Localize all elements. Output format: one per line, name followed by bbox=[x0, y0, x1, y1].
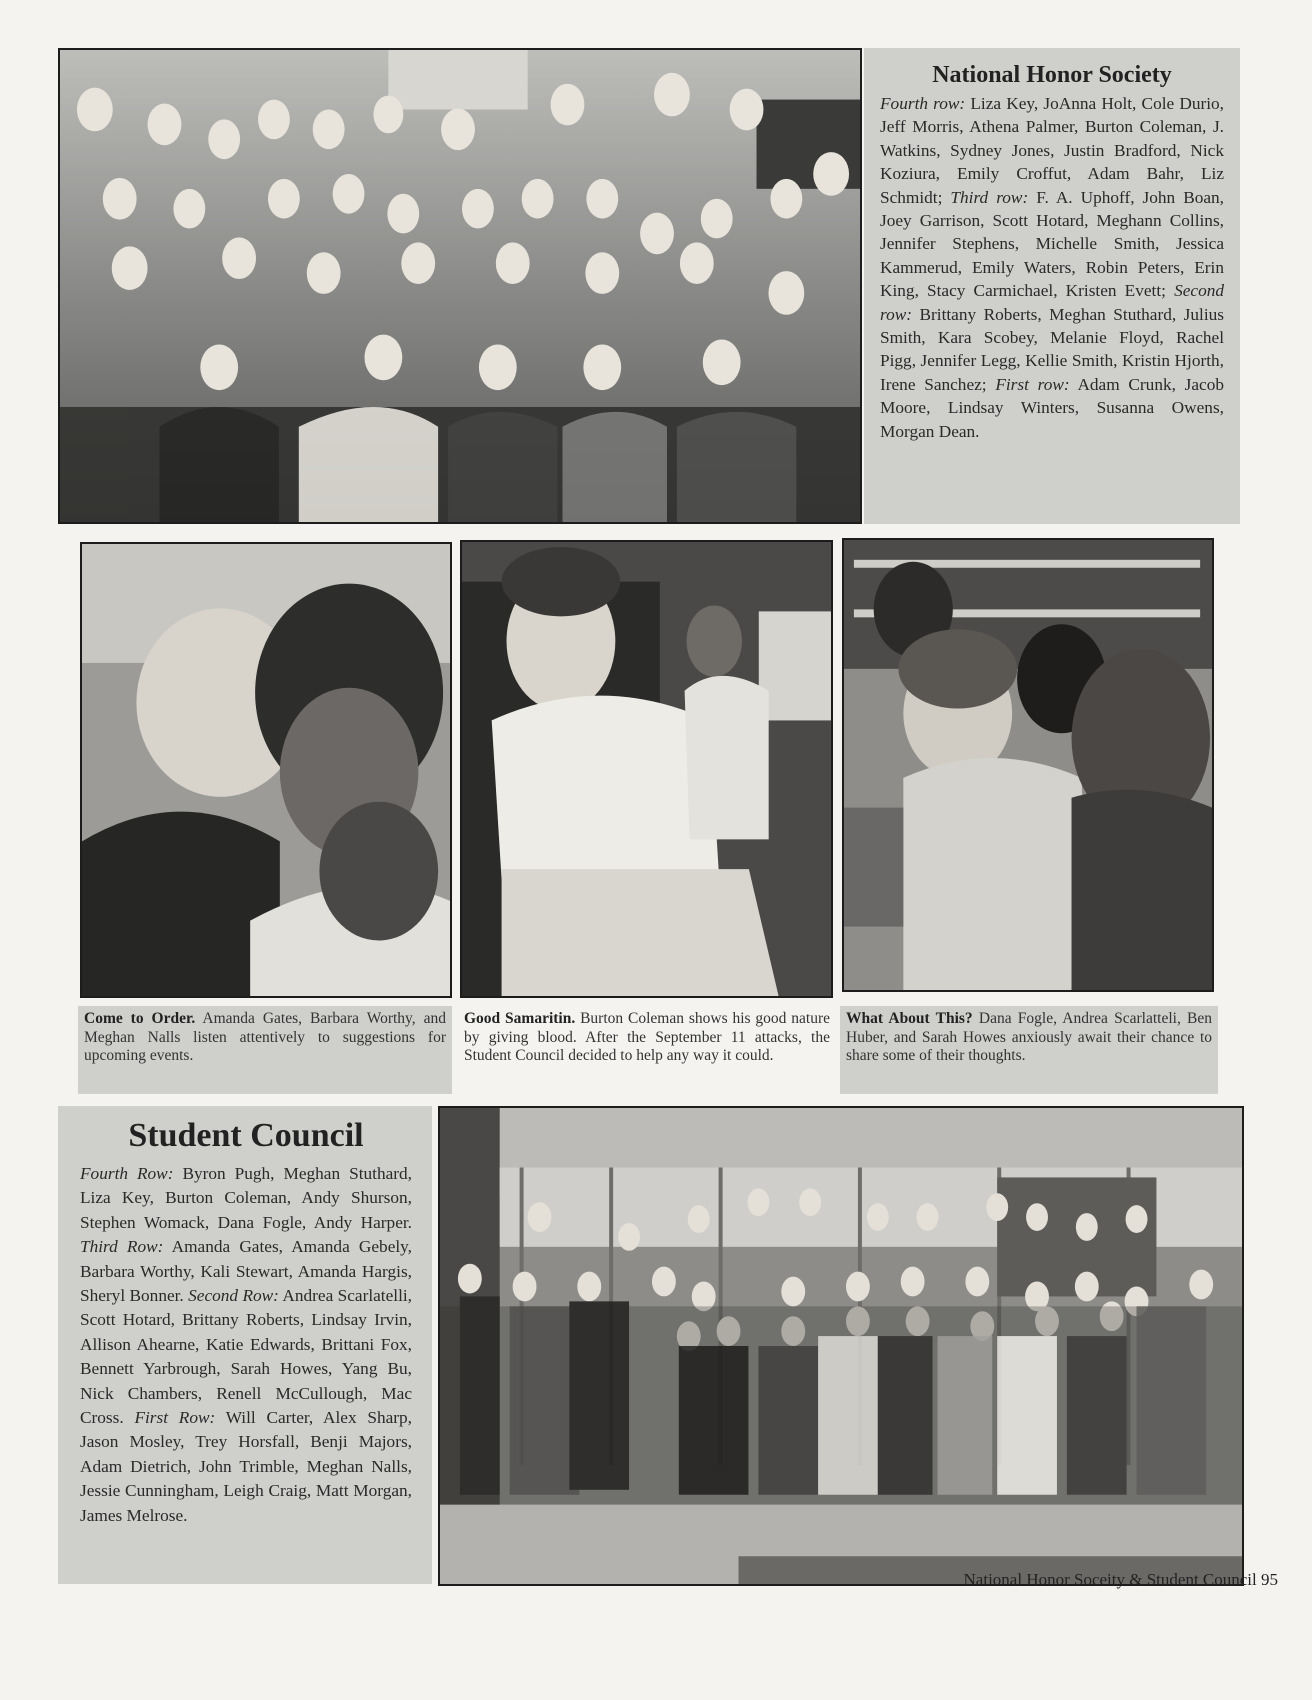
nhs-row-label: Second row: bbox=[880, 281, 1224, 324]
caption-title: What About This? bbox=[846, 1010, 973, 1027]
council-row-names: Will Carter, Alex Sharp, Jason Mosley, Trey Horsfall, Benji Majors, Adam Dietrich, John Trimble, Meghan Nalls, Jessie Cunningham, Leigh Craig, Matt Morgan, James Melrose. bbox=[80, 1408, 412, 1525]
council-roster-text bbox=[80, 1162, 412, 1528]
caption-title: Come to Order. bbox=[84, 1010, 196, 1027]
nhs-section-title: National Honor Society bbox=[932, 62, 1172, 88]
candid-photo-come-to-order bbox=[80, 542, 452, 998]
council-group-photo bbox=[438, 1106, 1244, 1586]
council-row-label: Third Row: bbox=[80, 1237, 164, 1257]
council-roster-panel bbox=[58, 1106, 432, 1584]
caption-good-samaritin bbox=[458, 1006, 836, 1094]
caption-text: Amanda Gates, Barbara Worthy, and Meghan Nalls listen attentively to suggestions for upcoming events. bbox=[84, 1010, 446, 1064]
council-row-label: Fourth Row: bbox=[80, 1164, 174, 1183]
council-row-names: Amanda Gates, Amanda Gebely, Barbara Worthy, Kali Stewart, Amanda Hargis, Sheryl Bonner. bbox=[80, 1237, 413, 1306]
nhs-row-names: Brittany Roberts, Meghan Stuthard, Julius Smith, Kara Scobey, Melanie Floyd, Rachel Pigg, Jennifer Legg, Kellie Smith, Kristin Hjorth, Irene Sanchez; bbox=[880, 304, 1224, 394]
nhs-row-names: F. A. Uphoff, John Boan, Joey Garrison, Scott Hotard, Meghann Collins, Jennifer Stephens, Michelle Smith, Jessica Kammerud, Emily Waters, Robin Peters, Erin King, Stacy Carmichael, Kristen Evett; bbox=[880, 187, 1225, 301]
caption-text: Burton Coleman shows his good nature by giving blood. After the September 11 attacks, the Student Council decided to help any way it could. bbox=[464, 1010, 831, 1064]
council-row-label: Second Row: bbox=[188, 1286, 279, 1306]
nhs-row-names: Liza Key, JoAnna Holt, Cole Durio, Jeff Morris, Athena Palmer, Burton Coleman, J. Watkins, Sydney Jones, Justin Bradford, Nick Koziura, Emily Croffut, Adam Bahr, Liz Schmidt; bbox=[880, 94, 1224, 207]
council-row-label: First Row: bbox=[134, 1408, 216, 1428]
nhs-row-names: Adam Crunk, Jacob Moore, Lindsay Winters, Susanna Owens, Morgan Dean. bbox=[880, 374, 1224, 441]
caption-title: Good Samaritin. bbox=[464, 1010, 576, 1027]
council-row-names: Byron Pugh, Meghan Stuthard, Liza Key, Burton Coleman, Andy Shurson, Stephen Womack, Dana Fogle, Andy Harper. bbox=[80, 1164, 412, 1232]
council-section-title: Student Council bbox=[128, 1117, 364, 1154]
caption-what-about-this bbox=[840, 1006, 1218, 1094]
caption-text: Dana Fogle, Andrea Scarlatteli, Ben Huber, and Sarah Howes anxiously await their chance to share some of their thoughts. bbox=[846, 1010, 1212, 1064]
nhs-group-photo bbox=[58, 48, 862, 524]
council-row-names: Andrea Scarlatelli, Scott Hotard, Brittany Roberts, Lindsay Irvin, Allison Ahearne, Katie Edwards, Brittani Fox, Bennett Yarbrough, Sarah Howes, Yang Bu, Nick Chambers, Renell McCullough, Mac Cross. bbox=[80, 1286, 413, 1428]
caption-come-to-order bbox=[78, 1006, 452, 1094]
candid-photo-what-about-this bbox=[842, 538, 1214, 992]
nhs-row-label: Third row: bbox=[950, 187, 1029, 207]
nhs-row-label: First row: bbox=[995, 374, 1070, 394]
nhs-row-label: Fourth row: bbox=[880, 94, 966, 113]
nhs-roster-panel bbox=[864, 48, 1240, 524]
nhs-roster-text bbox=[880, 92, 1224, 443]
page-footer: National Honor Soceity & Student Council 95 bbox=[963, 1570, 1278, 1589]
candid-photo-good-samaritin bbox=[460, 540, 833, 998]
